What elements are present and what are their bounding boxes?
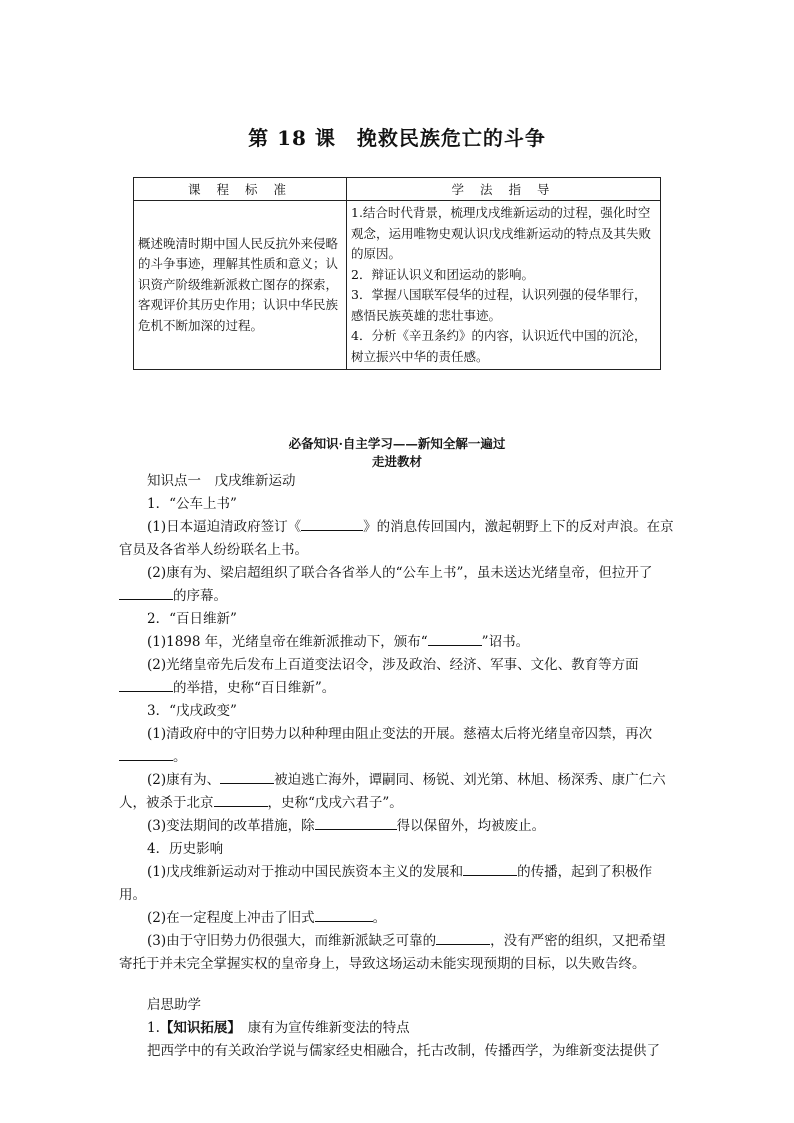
paragraph: (3)由于守旧势力仍很强大，而维新派缺乏可靠的 ，没有严密的组织，又把希望寄托于并未完全掌握实权的皇帝身上，导致这场运动未能实现预期的目标，以失败告终。 bbox=[119, 930, 675, 976]
fill-blank[interactable] bbox=[119, 585, 173, 600]
paragraph: (2)光绪皇帝先后发布上百道变法诏令，涉及政治、经济、军事、文化、教育等方面的举措，史称“百日维新”。 bbox=[119, 654, 675, 700]
guidance-item: 4．分析《辛丑条约》的内容，认识近代中国的沉沦，树立振兴中华的责任感。 bbox=[351, 328, 647, 364]
paragraph: (2)康有为、梁启超组织了联合各省举人的“公车上书”，虽未送达光绪皇帝，但拉开了的序幕。 bbox=[119, 562, 675, 608]
subsection-title: 2．“百日维新” bbox=[147, 611, 237, 627]
paragraph: (1)戊戌维新运动对于推动中国民族资本主义的发展和 的传播，起到了积极作用。 bbox=[119, 861, 675, 907]
extension-tag: 【知识拓展】 bbox=[159, 1020, 235, 1036]
guidance-item: 2．辩证认识义和团运动的影响。 bbox=[351, 266, 534, 282]
fill-blank[interactable] bbox=[463, 861, 517, 876]
guidance-item: 1.结合时代背景，梳理戊戌维新运动的过程，强化时空观念，运用唯物史观认识戊戌维新运动的特点及其失败的原因。 bbox=[351, 205, 652, 261]
fill-blank[interactable] bbox=[220, 769, 274, 784]
subsection-title: 4．历史影响 bbox=[147, 841, 224, 857]
header-guidance: 学 法 指 导 bbox=[347, 178, 661, 201]
fill-blank[interactable] bbox=[301, 516, 363, 531]
paragraph: (3)变法期间的改革措施，除 得以保留外，均被废止。 bbox=[119, 815, 675, 838]
fill-blank[interactable] bbox=[315, 907, 373, 922]
section-subheading: 走进教材 bbox=[371, 454, 422, 469]
paragraph: 把西学中的有关政治学说与儒家经史相融合，托古改制，传播西学，为维新变法提供了 bbox=[147, 1043, 660, 1059]
subsection-title: 3．“戊戌政变” bbox=[147, 703, 237, 719]
fill-blank[interactable] bbox=[428, 631, 482, 646]
guidance-cell bbox=[347, 201, 661, 370]
fill-blank[interactable] bbox=[436, 930, 490, 945]
study-aid-title: 启思助学 bbox=[147, 997, 201, 1013]
paragraph: (2)康有为、 被迫逃亡海外，谭嗣同、杨锐、刘光第、林旭、杨深秀、康广仁六人，被杀于北京 ，史称“戊戌六君子”。 bbox=[119, 769, 675, 815]
paragraph: (1)日本逼迫清政府签订《 》的消息传回国内，激起朝野上下的反对声浪。在京官员及各省举人纷纷联名上书。 bbox=[119, 516, 675, 562]
lesson-title: 第 18 课 挽救民族危亡的斗争 bbox=[248, 126, 546, 150]
fill-blank[interactable] bbox=[119, 677, 173, 692]
subsection-title: 1．“公车上书” bbox=[147, 496, 237, 512]
header-standard: 课 程 标 准 bbox=[134, 178, 347, 201]
fill-blank[interactable] bbox=[315, 815, 397, 830]
fill-blank[interactable] bbox=[214, 792, 268, 807]
section-heading: 必备知识·自主学习——新知全解一遍过 bbox=[288, 436, 506, 451]
paragraph: (2)在一定程度上冲击了旧式 。 bbox=[119, 907, 675, 930]
knowledge-point-title: 知识点一 戊戌维新运动 bbox=[147, 473, 296, 489]
guidance-item: 3．掌握八国联军侵华的过程，认识列强的侵华罪行，感悟民族英雄的悲壮事迹。 bbox=[351, 287, 647, 323]
paragraph: (1)清政府中的守旧势力以种种理由阻止变法的开展。慈禧太后将光绪皇帝囚禁，再次。 bbox=[119, 723, 675, 769]
paragraph: (1)1898 年，光绪皇帝在维新派推动下，颁布“ ”诏书。 bbox=[119, 631, 675, 654]
knowledge-body bbox=[119, 470, 675, 1063]
extension-heading: 1.【知识拓展】 康有为宣传维新变法的特点 bbox=[147, 1020, 410, 1036]
standard-cell: 概述晚清时期中国人民反抗外来侵略的斗争事迹，理解其性质和意义；认识资产阶级维新派救亡图存的探索，客观评价其历史作用；认识中华民族危机不断加深的过程。 bbox=[134, 201, 347, 370]
fill-blank[interactable] bbox=[119, 746, 173, 761]
curriculum-table bbox=[133, 177, 661, 370]
